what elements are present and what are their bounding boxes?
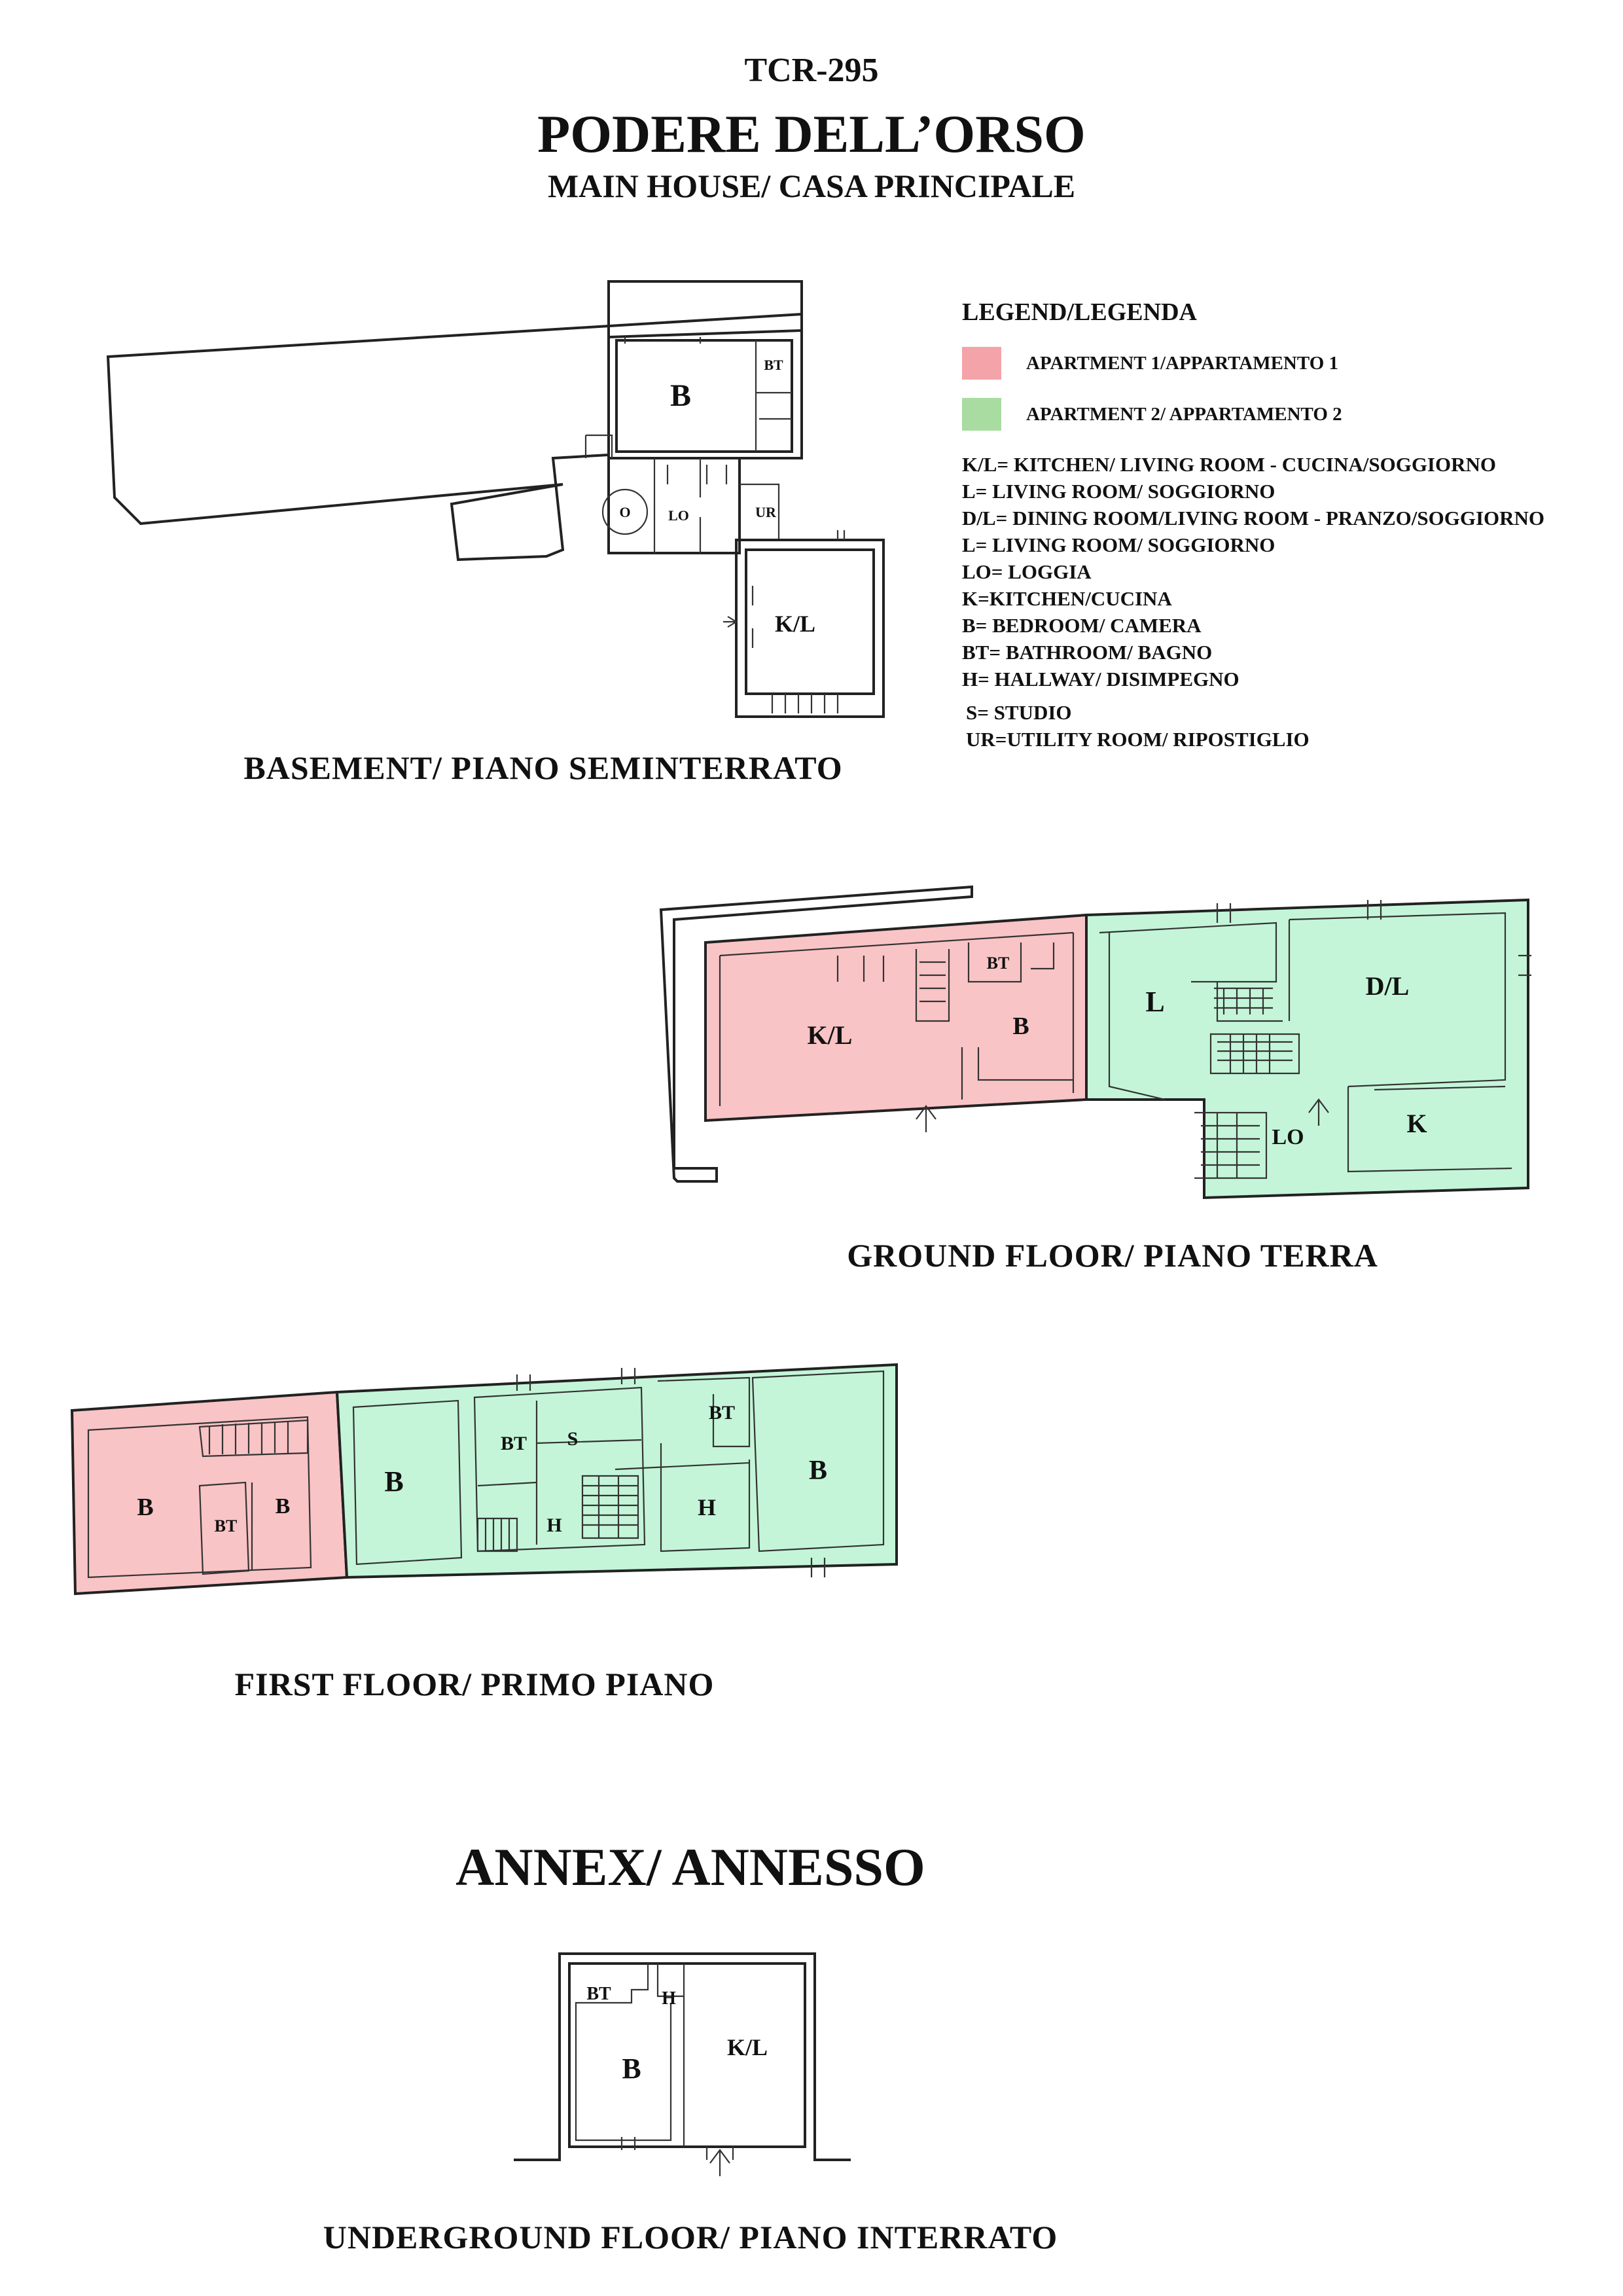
ground-apartment-2-area xyxy=(1086,900,1528,1198)
basement-room-o: O xyxy=(619,504,631,520)
ground-room-bt: BT xyxy=(986,954,1010,973)
abbr-dl: D/L= DINING ROOM/LIVING ROOM - PRANZO/SOGGIORNO xyxy=(962,507,1545,529)
first-room-b-2: B xyxy=(275,1494,291,1518)
basement-plan xyxy=(108,281,883,717)
ground-room-lo: LO xyxy=(1272,1125,1304,1149)
abbr-b: B= BEDROOM/ CAMERA xyxy=(962,614,1202,637)
annex-outline xyxy=(514,1954,851,2160)
page-title: PODERE DELL’ORSO xyxy=(537,104,1086,164)
annex-room-b: B xyxy=(622,2053,641,2085)
ground-room-b: B xyxy=(1012,1013,1029,1040)
first-room-s: S xyxy=(567,1428,579,1450)
first-room-b-4: B xyxy=(808,1456,828,1486)
apartment-2-label: APARTMENT 2/ APPARTAMENTO 2 xyxy=(1026,403,1342,425)
first-room-bt-2: BT xyxy=(500,1433,527,1454)
page-subtitle: MAIN HOUSE/ CASA PRINCIPALE xyxy=(547,168,1076,204)
abbr-h: H= HALLWAY/ DISIMPEGNO xyxy=(962,668,1240,691)
abbr-ur: UR=UTILITY ROOM/ RIPOSTIGLIO xyxy=(966,728,1310,751)
first-floor-plan xyxy=(72,1365,897,1594)
first-room-bt-3: BT xyxy=(708,1402,736,1424)
annex-room-kl: K/L xyxy=(726,2034,768,2060)
first-caption: FIRST FLOOR/ PRIMO PIANO xyxy=(234,1666,715,1702)
basement-room-bt: BT xyxy=(764,357,783,373)
annex-caption: UNDERGROUND FLOOR/ PIANO INTERRATO xyxy=(323,2219,1058,2255)
ground-room-kl: K/L xyxy=(807,1020,853,1050)
ground-caption: GROUND FLOOR/ PIANO TERRA xyxy=(847,1237,1378,1274)
abbr-l-repeat: L= LIVING ROOM/ SOGGIORNO xyxy=(962,533,1275,556)
annex-title: ANNEX/ ANNESSO xyxy=(455,1837,925,1897)
apartment-1-label: APARTMENT 1/APPARTAMENTO 1 xyxy=(1026,352,1338,374)
abbr-k: K=KITCHEN/CUCINA xyxy=(962,587,1172,610)
abbr-bt: BT= BATHROOM/ BAGNO xyxy=(962,641,1213,664)
ground-floor-plan xyxy=(661,887,1531,1198)
annex-plan xyxy=(514,1954,851,2176)
abbr-l: L= LIVING ROOM/ SOGGIORNO xyxy=(962,480,1275,503)
abbr-kl: K/L= KITCHEN/ LIVING ROOM - CUCINA/SOGGIORNO xyxy=(962,453,1496,476)
abbr-lo: LO= LOGGIA xyxy=(962,560,1092,583)
first-room-h-2: H xyxy=(697,1494,717,1520)
basement-room-b: B xyxy=(669,378,692,413)
ground-room-dl: D/L xyxy=(1365,971,1410,1001)
ground-apartment-1-area xyxy=(705,915,1086,1121)
basement-caption: BASEMENT/ PIANO SEMINTERRATO xyxy=(243,749,843,786)
first-room-h-1: H xyxy=(546,1515,562,1536)
basement-room-ur: UR xyxy=(755,504,776,520)
basement-terrace-outline xyxy=(108,314,802,560)
first-room-b-1: B xyxy=(137,1494,154,1521)
basement-room-kl: K/L xyxy=(774,611,816,637)
basement-room-lo: LO xyxy=(668,507,689,524)
document-code: TCR-295 xyxy=(744,52,879,89)
ground-room-k: K xyxy=(1406,1109,1427,1138)
annex-room-bt: BT xyxy=(586,1984,611,2004)
annex-room-h: H xyxy=(662,1988,676,2009)
ground-room-l: L xyxy=(1145,986,1165,1018)
abbr-s: S= STUDIO xyxy=(966,701,1072,724)
first-room-bt-1: BT xyxy=(214,1516,238,1535)
legend-title: LEGEND/LEGENDA xyxy=(962,298,1197,326)
first-room-b-3: B xyxy=(384,1465,404,1498)
